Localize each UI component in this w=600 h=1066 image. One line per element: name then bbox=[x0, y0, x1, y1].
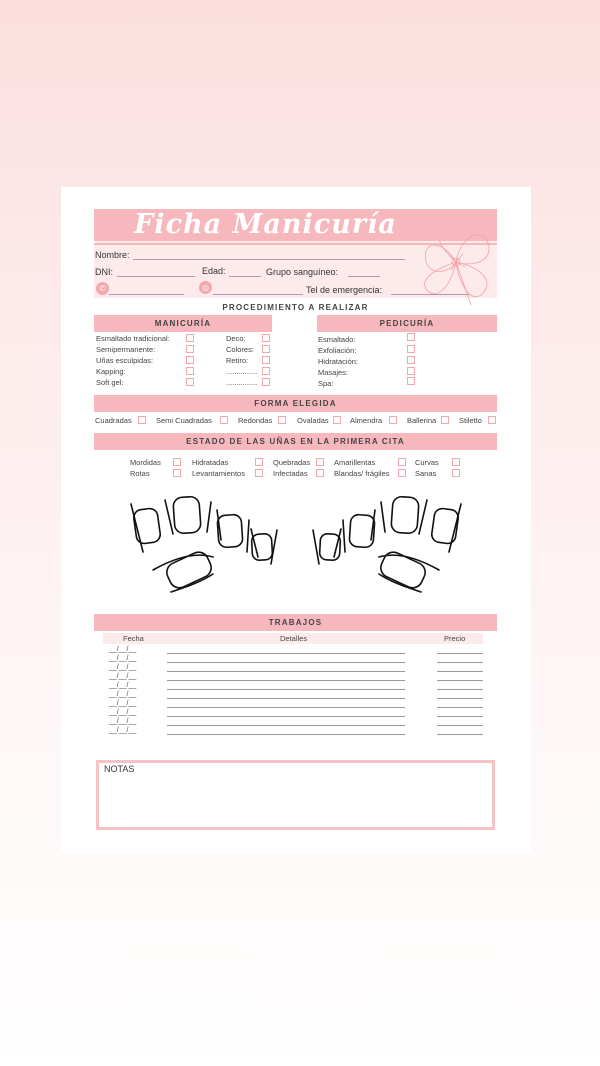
manicuria-item-colores: Colores: bbox=[226, 345, 254, 354]
manicuria-item-semipermanente: Semipermanente: bbox=[96, 345, 156, 354]
hands-illustration-icon bbox=[121, 482, 471, 612]
checkbox-ovaladas[interactable] bbox=[333, 416, 341, 424]
column-detalles: Detalles bbox=[280, 634, 308, 643]
checkbox-ped-esmaltado[interactable] bbox=[407, 333, 415, 341]
estado-sanas: Sanas bbox=[415, 469, 437, 478]
notas-label: NOTAS bbox=[104, 764, 135, 774]
trabajo-precio-line[interactable] bbox=[437, 680, 483, 681]
forma-header: FORMA ELEGIDA bbox=[94, 395, 497, 412]
checkbox-sanas[interactable] bbox=[452, 469, 460, 477]
trabajo-precio-line[interactable] bbox=[437, 725, 483, 726]
dni-field[interactable] bbox=[117, 276, 195, 277]
manicuria-item-extra-2: ............... bbox=[226, 378, 258, 387]
trabajo-detalle-line[interactable] bbox=[167, 725, 405, 726]
pedicuria-item-esmaltado: Esmaltado: bbox=[318, 335, 356, 344]
tel-emergencia-field[interactable] bbox=[391, 294, 469, 295]
estado-header: ESTADO DE LAS UÑAS EN LA PRIMERA CITA bbox=[94, 433, 497, 450]
checkbox-redondas[interactable] bbox=[278, 416, 286, 424]
trabajo-precio-line[interactable] bbox=[437, 671, 483, 672]
estado-levantamientos: Levantamientos bbox=[192, 469, 245, 478]
trabajo-detalle-line[interactable] bbox=[167, 662, 405, 663]
trabajo-detalle-line[interactable] bbox=[167, 734, 405, 735]
edad-field[interactable] bbox=[229, 276, 261, 277]
trabajo-detalle-line[interactable] bbox=[167, 689, 405, 690]
estado-mordidas: Mordidas bbox=[130, 458, 161, 467]
trabajo-precio-line[interactable] bbox=[437, 653, 483, 654]
checkbox-ped-spa[interactable] bbox=[407, 377, 415, 385]
checkbox-cuadradas[interactable] bbox=[138, 416, 146, 424]
trabajo-detalle-line[interactable] bbox=[167, 698, 405, 699]
trabajo-detalle-line[interactable] bbox=[167, 653, 405, 654]
estado-amarillentas: Amarillentas bbox=[334, 458, 376, 467]
checkbox-blandas[interactable] bbox=[398, 469, 406, 477]
manicuria-item-esmaltado: Esmaltado tradicional: bbox=[96, 334, 170, 343]
checkbox-stiletto[interactable] bbox=[488, 416, 496, 424]
trabajo-precio-line[interactable] bbox=[437, 707, 483, 708]
checkbox-retiro[interactable] bbox=[262, 356, 270, 364]
phone-icon: ✆ bbox=[96, 282, 109, 295]
nombre-label: Nombre: bbox=[95, 250, 130, 260]
trabajo-fecha[interactable]: __/__/__ bbox=[109, 664, 137, 671]
checkbox-amarillentas[interactable] bbox=[398, 458, 406, 466]
pedicuria-item-hidratacion: Hidratación: bbox=[318, 357, 359, 366]
pedicuria-item-masajes: Masajes: bbox=[318, 368, 349, 377]
trabajo-fecha[interactable]: __/__/__ bbox=[109, 700, 137, 707]
manicuria-header: MANICURÍA bbox=[94, 315, 272, 332]
pedicuria-item-exfoliacion: Exfoliación: bbox=[318, 346, 357, 355]
grupo-field[interactable] bbox=[348, 276, 380, 277]
forma-ovaladas: Ovaladas bbox=[297, 416, 329, 425]
forma-almendra: Almendra bbox=[350, 416, 383, 425]
forma-semi-cuadradas: Semi Cuadradas bbox=[156, 416, 212, 425]
trabajos-header: TRABAJOS bbox=[94, 614, 497, 631]
estado-quebradas: Quebradas bbox=[273, 458, 311, 467]
checkbox-kapping[interactable] bbox=[186, 367, 194, 375]
checkbox-ped-hidratacion[interactable] bbox=[407, 356, 415, 364]
trabajo-detalle-line[interactable] bbox=[167, 680, 405, 681]
estado-blandas: Blandas/ frágiles bbox=[334, 469, 390, 478]
trabajo-detalle-line[interactable] bbox=[167, 716, 405, 717]
estado-infectadas: Infectadas bbox=[273, 469, 308, 478]
trabajo-precio-line[interactable] bbox=[437, 689, 483, 690]
forma-stiletto: Stiletto bbox=[459, 416, 482, 425]
checkbox-almendra[interactable] bbox=[389, 416, 397, 424]
checkbox-quebradas[interactable] bbox=[316, 458, 324, 466]
checkbox-ped-masajes[interactable] bbox=[407, 367, 415, 375]
checkbox-unas-esculpidas[interactable] bbox=[186, 356, 194, 364]
manicuria-item-softgel: Soft gel: bbox=[96, 378, 124, 387]
manicuria-item-extra-1: ............... bbox=[226, 367, 258, 376]
pedicuria-item-spa: Spa: bbox=[318, 379, 334, 388]
instagram-field[interactable] bbox=[213, 294, 303, 295]
checkbox-infectadas[interactable] bbox=[316, 469, 324, 477]
edad-label: Edad: bbox=[202, 266, 226, 276]
manicuria-item-deco: Deco: bbox=[226, 334, 246, 343]
forma-cuadradas: Cuadradas bbox=[95, 416, 132, 425]
trabajo-fecha[interactable]: __/__/__ bbox=[109, 691, 137, 698]
form-sheet bbox=[61, 187, 531, 852]
grupo-label: Grupo sanguíneo: bbox=[266, 267, 339, 277]
trabajo-fecha[interactable]: __/__/__ bbox=[109, 655, 137, 662]
column-precio: Precio bbox=[444, 634, 466, 643]
notas-box[interactable] bbox=[96, 760, 495, 830]
nombre-field[interactable] bbox=[133, 259, 405, 260]
trabajo-detalle-line[interactable] bbox=[167, 707, 405, 708]
checkbox-curvas[interactable] bbox=[452, 458, 460, 466]
trabajo-precio-line[interactable] bbox=[437, 734, 483, 735]
manicuria-item-retiro: Retiro: bbox=[226, 356, 249, 365]
checkbox-rotas[interactable] bbox=[173, 469, 181, 477]
pedicuria-header: PEDICURÍA bbox=[317, 315, 497, 332]
checkbox-semi-cuadradas[interactable] bbox=[220, 416, 228, 424]
checkbox-ped-exfoliacion[interactable] bbox=[407, 345, 415, 353]
estado-rotas: Rotas bbox=[130, 469, 150, 478]
forma-ballerina: Ballerina bbox=[407, 416, 437, 425]
dni-label: DNI: bbox=[95, 267, 113, 277]
checkbox-extra-2[interactable] bbox=[262, 378, 270, 386]
trabajo-fecha[interactable]: __/__/__ bbox=[109, 673, 137, 680]
checkbox-colores[interactable] bbox=[262, 345, 270, 353]
trabajo-fecha[interactable]: __/__/__ bbox=[109, 718, 137, 725]
checkbox-semipermanente[interactable] bbox=[186, 345, 194, 353]
checkbox-levantamientos[interactable] bbox=[255, 469, 263, 477]
trabajo-precio-line[interactable] bbox=[437, 698, 483, 699]
trabajo-fecha[interactable]: __/__/__ bbox=[109, 709, 137, 716]
page-title: Ficha Manicuría bbox=[134, 209, 397, 240]
checkbox-ballerina[interactable] bbox=[441, 416, 449, 424]
procedimiento-title: PROCEDIMIENTO A REALIZAR bbox=[222, 303, 369, 312]
forma-redondas: Redondas bbox=[238, 416, 273, 425]
tel-emergencia-label: Tel de emergencia: bbox=[306, 285, 383, 295]
checkbox-extra-1[interactable] bbox=[262, 367, 270, 375]
manicuria-item-kapping: Kapping: bbox=[96, 367, 126, 376]
checkbox-mordidas[interactable] bbox=[173, 458, 181, 466]
estado-curvas: Curvas bbox=[415, 458, 439, 467]
checkbox-hidratadas[interactable] bbox=[255, 458, 263, 466]
checkbox-deco[interactable] bbox=[262, 334, 270, 342]
trabajo-fecha[interactable]: __/__/__ bbox=[109, 727, 137, 734]
column-fecha: Fecha bbox=[123, 634, 144, 643]
checkbox-esmaltado-tradicional[interactable] bbox=[186, 334, 194, 342]
instagram-icon: ◎ bbox=[199, 281, 212, 294]
trabajo-fecha[interactable]: __/__/__ bbox=[109, 682, 137, 689]
trabajo-precio-line[interactable] bbox=[437, 662, 483, 663]
checkbox-soft-gel[interactable] bbox=[186, 378, 194, 386]
phone-field[interactable] bbox=[109, 294, 184, 295]
estado-hidratadas: Hidratadas bbox=[192, 458, 229, 467]
trabajo-fecha[interactable]: __/__/__ bbox=[109, 646, 137, 653]
manicuria-item-esculpidas: Uñas esculpidas: bbox=[96, 356, 154, 365]
trabajo-detalle-line[interactable] bbox=[167, 671, 405, 672]
trabajo-precio-line[interactable] bbox=[437, 716, 483, 717]
